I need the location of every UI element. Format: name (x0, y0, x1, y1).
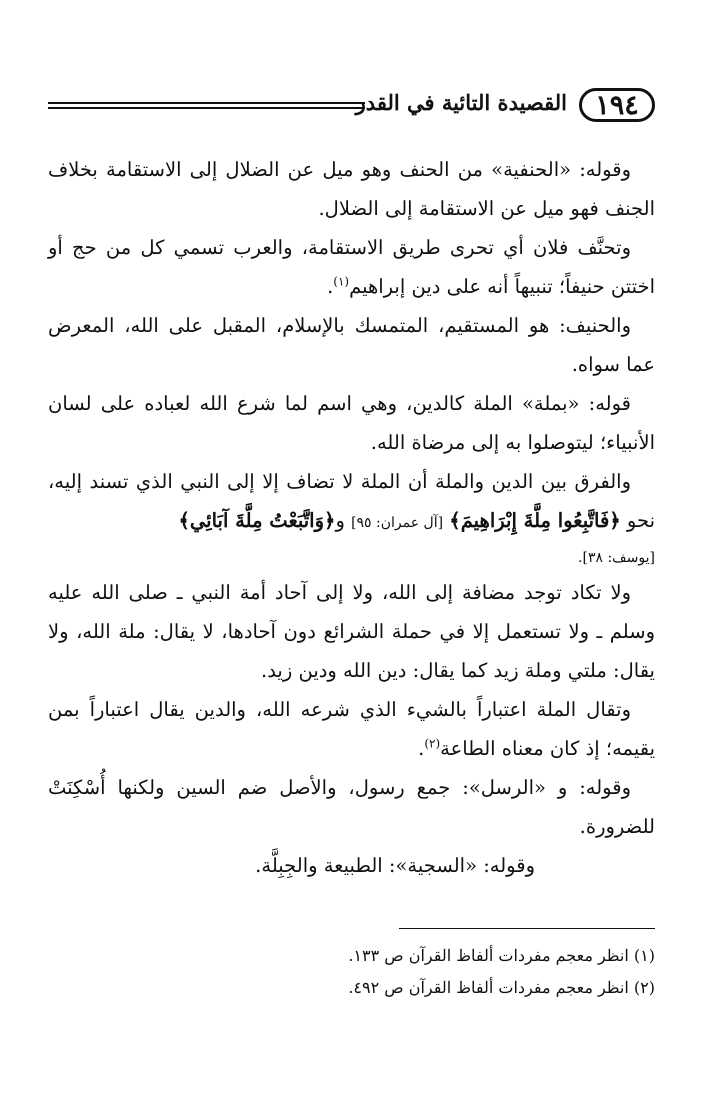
paragraph-text: والحنيف: هو المستقيم، المتمسك بالإسلام، المقبل على الله، المعرض عما سواه. (48, 314, 655, 376)
period: . (327, 275, 334, 298)
conjunction: و (335, 509, 345, 532)
paragraph-consideration (48, 690, 655, 768)
main-text (48, 150, 655, 885)
paragraph-tahannuf (48, 228, 655, 306)
running-title: القصيدة التائية في القدر (355, 90, 567, 115)
paragraph-hanafiyya (48, 150, 655, 228)
paragraph-text: وتقال الملة اعتباراً بالشيء الذي شرعه الله، والدين يقال اعتباراً بمن يقيمه؛ إذ كان معناه الطاعة (48, 698, 655, 760)
footnotes (48, 940, 655, 1004)
header-rule (48, 102, 365, 109)
paragraph-text: وقوله: «الحنفية» من الحنف وهو ميل عن الضلال إلى الاستقامة بخلاف الجنف فهو ميل عن الاستقامة إلى الضلال. (48, 158, 655, 220)
paragraph-sajiyya: وقوله: «السجية»: الطبيعة والجِبِلَّة. (255, 854, 535, 877)
page-header (48, 88, 655, 128)
paragraph-hanif (48, 306, 655, 384)
period: . (418, 737, 425, 760)
paragraph-text: وقوله: و «الرسل»: جمع رسول، والأصل ضم السين ولكنها أُسْكِنَتْ للضرورة. (48, 776, 655, 838)
paragraph-not-added (48, 573, 655, 690)
footnote-2: (٢) انظر معجم مفردات ألفاظ القرآن ص ٤٩٢. (348, 978, 655, 997)
verse-reference-1: [آل عمران: ٩٥] (351, 515, 444, 531)
paragraph-rusul (48, 768, 655, 846)
paragraph-difference (48, 462, 655, 543)
quran-verse-2: ﴿وَاتَّبَعْتُ مِلَّةَ آبَائِي﴾ (178, 509, 336, 532)
paragraph-text: قوله: «بملة» الملة كالدين، وهي اسم لما شرع الله لعباده على لسان الأنبياء؛ ليتوصلوا به إلى مرضاة الله. (48, 392, 655, 454)
footnote-ref-1[interactable]: (١) (333, 274, 350, 289)
verse-reference-2: [يوسف: ٣٨]. (578, 550, 655, 566)
footnote-1: (١) انظر معجم مفردات ألفاظ القرآن ص ١٣٣. (348, 946, 655, 965)
paragraph-text: ولا تكاد توجد مضافة إلى الله، ولا إلى آحاد أمة النبي ـ صلى الله عليه وسلم ـ ولا تستعمل إلا في حملة الشرائع دون آحادها، لا يقال: ملة الله، ولا يقال: ملتي وملة زيد كما يقال: دين الله ودين زيد. (48, 581, 655, 682)
paragraph-text: وتحنَّف فلان أي تحرى طريق الاستقامة، والعرب تسمي كل من حج أو اختتن حنيفاً؛ تنبيهاً أنه على دين إبراهيم (48, 236, 655, 298)
quran-verse-1: ﴿فَاتَّبِعُوا مِلَّةَ إِبْرَاهِيمَ﴾ (449, 509, 621, 532)
page-number: ١٩٤ (579, 88, 655, 122)
paragraph-milla (48, 384, 655, 462)
paragraph-text: والفرق بين الدين والملة أن الملة لا تضاف إلا إلى النبي الذي تسند إليه، نحو (48, 470, 655, 532)
footnote-separator (399, 928, 655, 929)
footnote-ref-2[interactable]: (٢) (424, 736, 441, 751)
